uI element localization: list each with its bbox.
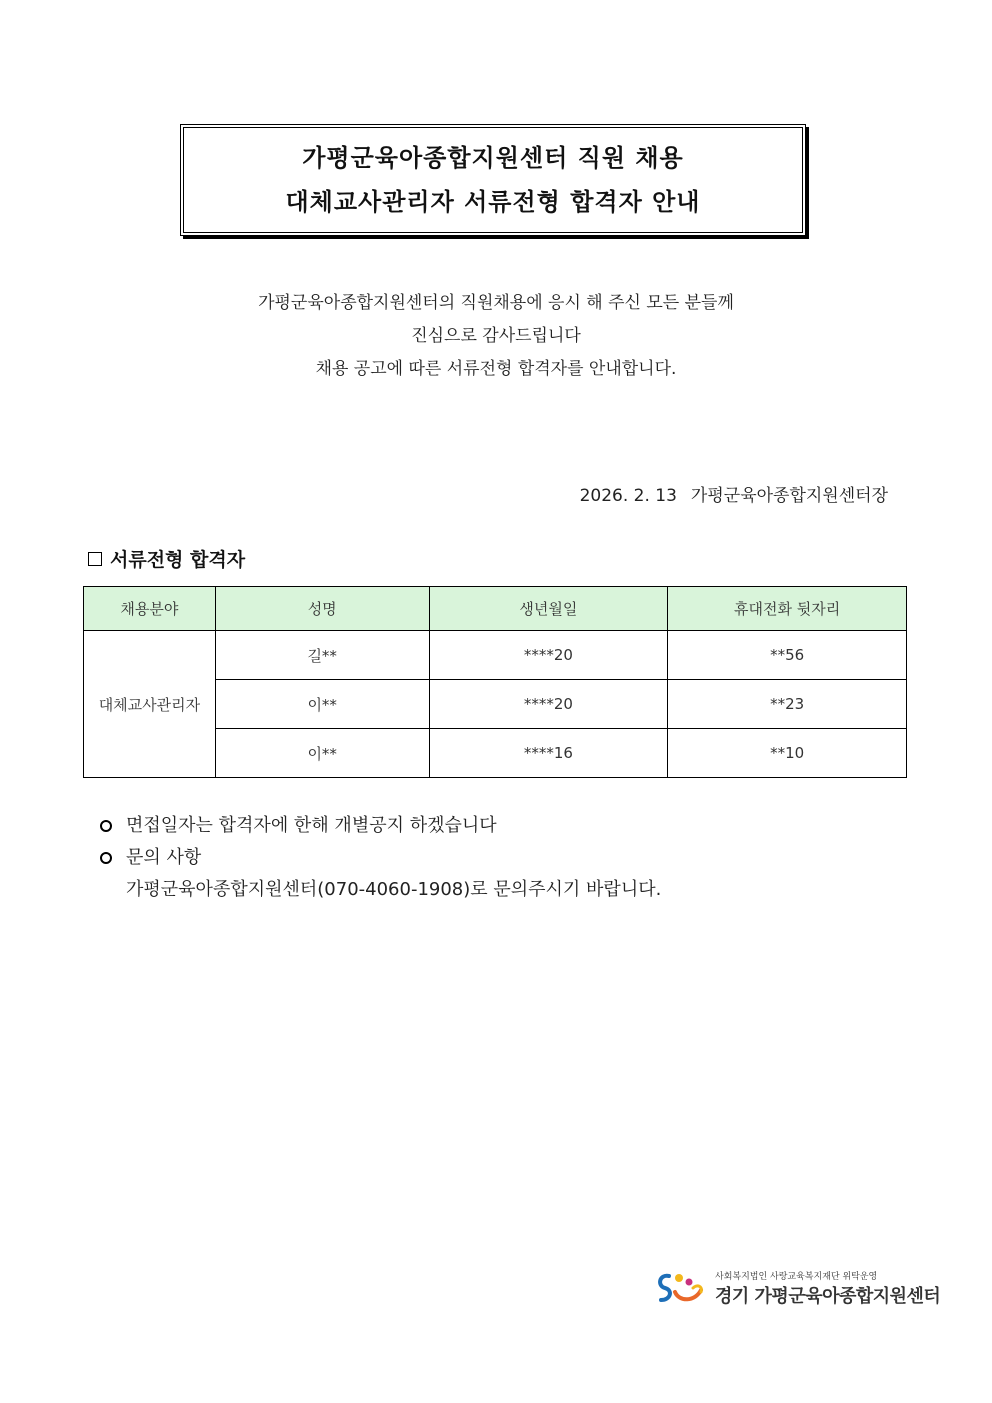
phone-cell: **23	[668, 680, 907, 729]
intro-line-2: 진심으로 감사드립니다	[411, 326, 581, 346]
signature-line	[580, 481, 888, 506]
table-row	[84, 631, 907, 680]
intro-line-1: 가평군육아종합지원센터의 직원채용에 응시 해 주신 모든 분들께	[258, 293, 734, 313]
birthdate-cell: ****20	[429, 631, 668, 680]
circle-icon	[100, 820, 112, 832]
section-title: 서류전형 합격자	[110, 549, 246, 571]
phone-cell: **10	[668, 729, 907, 778]
section-heading	[88, 545, 245, 572]
note-item-interview	[100, 810, 661, 842]
name-cell: 이**	[215, 729, 429, 778]
notes	[100, 810, 661, 906]
title-box	[180, 124, 806, 236]
note-item-inquiry	[100, 842, 661, 874]
notice-date: 2026. 2. 13	[579, 486, 677, 506]
field-cell: 대체교사관리자	[84, 631, 216, 778]
inquiry-detail: 가평군육아종합지원센터(070-4060-1908)로 문의주시기 바랍니다.	[126, 879, 662, 900]
title-line-1: 가평군육아종합지원센터 직원 채용	[302, 144, 684, 172]
birthdate-cell: ****16	[429, 729, 668, 778]
logo-subtitle: 사회복지법인 사랑교육복지재단 위탁운영	[715, 1271, 878, 1282]
center-logo-icon	[655, 1268, 711, 1308]
birthdate-cell: ****20	[429, 680, 668, 729]
table-header-row	[84, 587, 907, 631]
title-line-2: 대체교사관리자 서류전형 합격자 안내	[285, 188, 701, 216]
header-phone: 휴대전화 뒷자리	[668, 587, 907, 631]
name-cell: 길**	[215, 631, 429, 680]
signer-name: 가평군육아종합지원센터장	[690, 486, 888, 506]
square-icon	[88, 552, 102, 566]
name-cell: 이**	[215, 680, 429, 729]
center-logo	[655, 1268, 940, 1308]
header-birthdate: 생년월일	[429, 587, 668, 631]
results-table	[83, 586, 907, 778]
note-text: 면접일자는 합격자에 한해 개별공지 하겠습니다	[126, 815, 497, 836]
header-name: 성명	[215, 587, 429, 631]
intro-text	[0, 287, 992, 386]
circle-icon	[100, 852, 112, 864]
phone-cell: **56	[668, 631, 907, 680]
note-text: 문의 사항	[126, 847, 202, 868]
header-field: 채용분야	[84, 587, 216, 631]
intro-line-3: 채용 공고에 따른 서류전형 합격자를 안내합니다.	[315, 359, 677, 379]
logo-name: 경기 가평군육아종합지원센터	[715, 1285, 941, 1307]
